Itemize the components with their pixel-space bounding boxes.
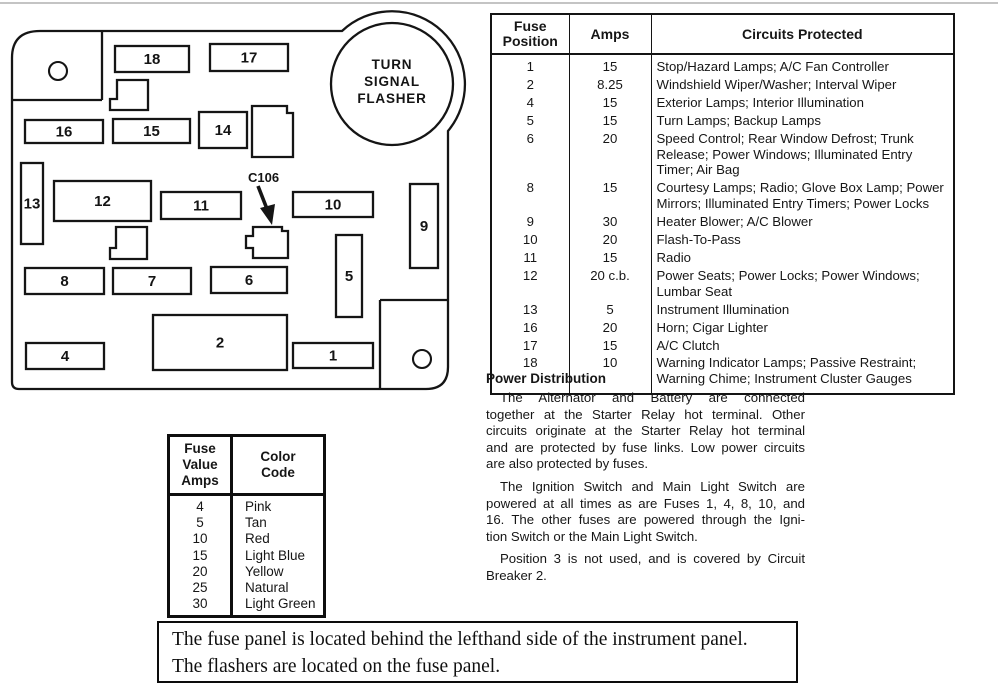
- fuse-panel-svg: [0, 0, 470, 400]
- table-cell-amps: 15: [569, 112, 651, 130]
- header-line: Fuse: [184, 441, 216, 456]
- paragraph-line: circuits originate at the Starter Relay hot terminal: [486, 423, 805, 439]
- table-row: [491, 231, 954, 249]
- table-cell-pos: 16: [522, 319, 538, 335]
- connector-shape: [110, 80, 148, 110]
- table-cell-circ: Radio: [651, 249, 954, 267]
- table-cell-circ: Windshield Wiper/Washer; Interval Wiper: [651, 76, 954, 94]
- table-cell-pos: 13: [522, 301, 538, 317]
- color-table-cell-color: Pink: [232, 495, 325, 516]
- mounting-hole-icon: [49, 62, 67, 80]
- table-row: [491, 319, 954, 337]
- table-row: [491, 301, 954, 319]
- connector-shape: [252, 106, 293, 157]
- color-code-table: [167, 434, 326, 618]
- table-cell-amps: 20: [569, 130, 651, 180]
- fuse-table: [490, 13, 955, 395]
- color-table-cell-color: Yellow: [232, 564, 325, 580]
- header-line: Color: [260, 449, 296, 464]
- table-cell-amps: 15: [569, 54, 651, 76]
- fuse-box-label-5: 5: [344, 268, 354, 285]
- table-cell-circ: A/C Clutch: [651, 337, 954, 355]
- header-line: Amps: [181, 473, 219, 488]
- table-cell-pos: 6: [526, 130, 534, 146]
- table-cell-amps: 15: [569, 94, 651, 112]
- color-table-cell-amps: 20: [192, 563, 208, 579]
- table-cell-pos: 1: [526, 59, 534, 74]
- color-table-row: [169, 531, 325, 547]
- table-cell-pos: 18: [522, 355, 538, 371]
- paragraph: [486, 479, 805, 545]
- table-cell-amps: 5: [569, 301, 651, 319]
- col-header-circuits-protected: Circuits Protected: [651, 14, 954, 54]
- table-cell-pos: 17: [522, 337, 538, 353]
- table-cell-circ: Flash-To-Pass: [651, 231, 954, 249]
- fuse-box-label-9: 9: [419, 218, 429, 235]
- color-table-cell-amps: 30: [192, 596, 208, 612]
- paragraph-line: are also protected by fuses.: [486, 456, 649, 472]
- table-cell-circ: Heater Blower; A/C Blower: [651, 213, 954, 231]
- table-row: [491, 213, 954, 231]
- paragraph-line: The Ignition Switch and Main Light Switch are: [500, 478, 805, 494]
- fuse-table-header-row: [491, 14, 954, 54]
- fuse-panel-diagram: [0, 0, 470, 400]
- flasher-label-line3: FLASHER: [357, 91, 427, 106]
- table-cell-amps: 30: [569, 213, 651, 231]
- color-table-cell-color: Red: [232, 531, 325, 547]
- table-cell-amps: 8.25: [569, 76, 651, 94]
- table-cell-pos: 4: [526, 94, 534, 110]
- color-table-cell-color: Light Blue: [232, 548, 325, 564]
- table-cell-circ: Courtesy Lamps; Radio; Glove Box Lamp; Power Mirrors; Illuminated Entry Timers; Power Locks: [651, 179, 954, 213]
- fuse-box-label-13: 13: [23, 195, 41, 213]
- table-cell-amps: 15: [569, 179, 651, 213]
- table-cell-amps: 20 c.b.: [569, 267, 651, 301]
- color-table-cell-amps: 15: [192, 547, 208, 563]
- table-cell-circ: Stop/Hazard Lamps; A/C Fan Controller: [651, 54, 954, 76]
- note-line: The fuse panel is located behind the lefthand side of the instrument panel.: [172, 629, 748, 650]
- fuse-box-label-15: 15: [143, 123, 160, 140]
- table-cell-pos: 11: [523, 249, 538, 265]
- table-row: [491, 267, 954, 301]
- fuse-box-label-18: 18: [143, 51, 161, 68]
- subpanel-divider-topleft: [12, 31, 102, 100]
- col-header-amps: Amps: [569, 14, 651, 54]
- c106-arrowhead-icon: [260, 204, 275, 225]
- power-distribution-section: [486, 371, 805, 591]
- mounting-hole-icon: [413, 350, 431, 368]
- table-cell-pos: 5: [526, 112, 534, 128]
- table-cell-amps: 20: [569, 319, 651, 337]
- table-row: [491, 337, 954, 355]
- power-distribution-body: [486, 390, 805, 585]
- subpanel-divider-bottomright: [380, 300, 448, 389]
- table-row: [491, 112, 954, 130]
- fuse-box-label-8: 8: [60, 273, 69, 290]
- note-line: The flashers are located on the fuse panel.: [172, 656, 501, 677]
- fuse-box-label-16: 16: [55, 123, 73, 141]
- table-row: [491, 54, 954, 76]
- note-box: [157, 621, 798, 683]
- table-cell-circ: Horn; Cigar Lighter: [651, 319, 954, 337]
- table-row: [491, 249, 954, 267]
- header-line: Value: [182, 457, 218, 472]
- power-distribution-title: Power Distribution: [486, 371, 607, 386]
- fuse-box-label-7: 7: [147, 273, 157, 290]
- flasher-label-line2: SIGNAL: [364, 74, 420, 89]
- color-table-header-row: [169, 436, 325, 495]
- color-table-row: [169, 580, 325, 596]
- table-cell-circ: Power Seats; Power Locks; Power Windows; Lumbar Seat: [651, 267, 954, 301]
- table-cell-amps: 20: [569, 231, 651, 249]
- paragraph-line: 16. The other fuses are powered through the Igni-: [486, 512, 805, 528]
- paragraph-line: and are protected by fuse links. Low power circuits: [486, 439, 805, 455]
- color-table-cell-color: Natural: [232, 580, 325, 596]
- c106-connector: [246, 227, 288, 258]
- color-table-row: [169, 596, 325, 617]
- fuse-box-label-2: 2: [215, 334, 225, 352]
- fuse-box-label-14: 14: [214, 122, 232, 139]
- color-table-cell-color: Tan: [232, 515, 325, 531]
- table-cell-pos: 8: [526, 180, 534, 196]
- col-header-color-code: [232, 436, 325, 495]
- color-table-cell-amps: 5: [196, 515, 204, 531]
- fuse-box-label-17: 17: [240, 49, 258, 67]
- fuse-box-label-12: 12: [94, 193, 111, 210]
- paragraph-line: powered at all times as are Fuses 1, 4, 8, 10, and: [486, 495, 805, 511]
- connector-shape: [110, 227, 147, 259]
- fuse-box-label-4: 4: [60, 348, 70, 365]
- fuse-box-label-10: 10: [324, 196, 342, 214]
- paragraph: [486, 390, 805, 473]
- fuse-box-label-1: 1: [328, 347, 338, 365]
- table-cell-amps: 10: [569, 354, 651, 394]
- table-row: [491, 130, 954, 180]
- paragraph-line: Position 3 is not used, and is covered by Circuit: [500, 551, 805, 567]
- color-table-cell-amps: 25: [192, 580, 208, 596]
- paragraph-line: Breaker 2.: [486, 567, 547, 583]
- color-table-row: [169, 495, 325, 516]
- color-table-row: [169, 548, 325, 564]
- color-table-cell-amps: 4: [196, 499, 204, 514]
- paragraph-line: tion Switch or the Main Light Switch.: [486, 528, 698, 544]
- table-cell-pos: 9: [526, 214, 534, 230]
- paragraph-line: The Alternator and Battery are connected: [500, 390, 805, 405]
- paragraph: [486, 551, 805, 584]
- c106-label: C106: [248, 170, 280, 185]
- color-table-row: [169, 564, 325, 580]
- table-cell-circ: Warning Indicator Lamps; Passive Restraint; Warning Chime; Instrument Cluster Gauges: [651, 354, 954, 394]
- table-row: [491, 76, 954, 94]
- table-row: [491, 179, 954, 213]
- color-table-row: [169, 515, 325, 531]
- col-header-fuse-position: Fuse Position: [491, 14, 569, 54]
- table-row: [491, 94, 954, 112]
- table-cell-circ: Exterior Lamps; Interior Illumination: [651, 94, 954, 112]
- color-table-cell-color: Light Green: [232, 596, 325, 617]
- col-header-fuse-value-amps: [169, 436, 232, 495]
- table-cell-amps: 15: [569, 249, 651, 267]
- table-cell-circ: Instrument Illumination: [651, 301, 954, 319]
- c106-arrow-icon: [258, 186, 267, 209]
- table-cell-circ: Turn Lamps; Backup Lamps: [651, 112, 954, 130]
- color-table-cell-amps: 10: [192, 531, 208, 547]
- fuse-box-label-11: 11: [193, 197, 209, 215]
- paragraph-line: together at the Starter Relay hot terminal. Other: [486, 406, 805, 422]
- flasher-label-line1: TURN: [371, 57, 413, 72]
- table-cell-amps: 15: [569, 337, 651, 355]
- table-cell-pos: 10: [522, 232, 538, 248]
- header-line: Code: [261, 465, 295, 480]
- fuse-box-label-6: 6: [244, 272, 254, 289]
- table-cell-pos: 12: [522, 267, 538, 283]
- table-cell-circ: Speed Control; Rear Window Defrost; Trunk Release; Power Windows; Illuminated Entry Timer; Air Bag: [651, 130, 954, 180]
- table-cell-pos: 2: [526, 76, 534, 92]
